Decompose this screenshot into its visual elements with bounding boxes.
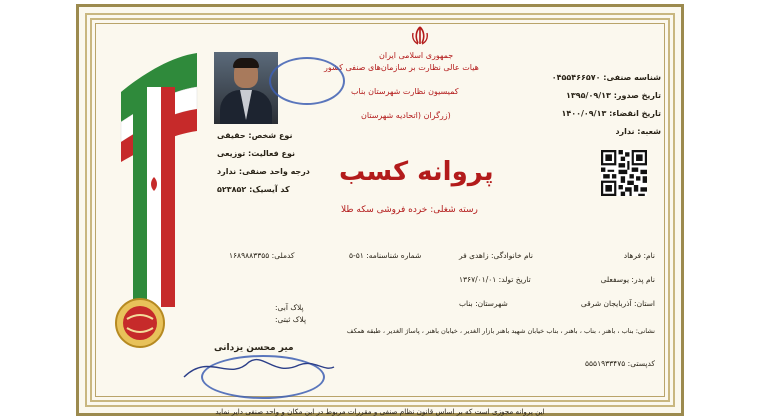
union-stamp-top bbox=[269, 57, 345, 105]
field-address: نشانی: بناب ، باهنر ، بناب ، باهنر ، بناب خیابان شهید باهنر بازار الغدیر ، خیابان باهنر ، پاساژ الغدیر ، طبقه همکف bbox=[346, 327, 655, 335]
guild-id: شناسه صنفی: ۰۴۵۵۴۶۶۵۷۰ bbox=[551, 73, 661, 82]
field-city: شهرستان: بناب bbox=[459, 299, 508, 308]
field-name: نام: فرهاد bbox=[623, 251, 655, 260]
certificate bbox=[76, 4, 684, 416]
degree: درجه واحد صنفی: ندارد bbox=[217, 167, 310, 176]
field-plaque-1: پلاک آبی: bbox=[275, 303, 304, 312]
iran-emblem-icon bbox=[409, 25, 431, 47]
page-title: پروانه کسب bbox=[339, 157, 494, 187]
field-postal: کدپستی: ۵۵۵۱۹۳۳۴۷۵ bbox=[584, 359, 655, 368]
footer-note: این پروانه مجوزی است که بر اساس قانون نظام صنفی و مقررات مربوط در این مکان و واحد صنفی دایر نماید bbox=[215, 407, 545, 416]
header-line-3: کمیسیون نظارت شهرستان بناب bbox=[351, 87, 459, 96]
field-national-code: کدملی: ۱۶۸۹۸۸۳۳۵۵ bbox=[229, 251, 295, 260]
business-category: رسته شغلی: خرده فروشی سکه طلا bbox=[341, 205, 478, 215]
ministry-seal bbox=[114, 297, 166, 349]
header-line-1: جمهوری اسلامی ایران bbox=[379, 51, 454, 60]
field-father: نام پدر: یوسفعلی bbox=[600, 275, 655, 284]
field-province: استان: آذربایجان شرقی bbox=[580, 299, 655, 308]
field-plaque-2: پلاک ثبتی: bbox=[275, 315, 307, 324]
issue-date: تاریخ صدور: ۱۳۹۵/۰۹/۱۳ bbox=[566, 91, 661, 100]
holder-photo bbox=[214, 52, 278, 124]
field-family: نام خانوادگی: زاهدی فر bbox=[459, 251, 534, 260]
field-birth: تاریخ تولد: ۱۳۶۷/۰۱/۰۱ bbox=[459, 275, 531, 284]
header-line-4: (زرگران (اتحادیه شهرستان bbox=[361, 111, 451, 120]
branch: شعبه: ندارد bbox=[615, 127, 661, 136]
iran-flag-ribbon bbox=[119, 47, 199, 317]
activity-type: نوع فعالیت: توزیعی bbox=[217, 149, 295, 158]
expiry-date: تاریخ انقضاء: ۱۴۰۰/۰۹/۱۳ bbox=[561, 109, 661, 118]
signatory-name: میر محسن یزدانی bbox=[214, 343, 294, 353]
header-line-2: هیات عالی نظارت بر سازمان‌های صنفی کشور bbox=[324, 63, 479, 72]
qr-code bbox=[601, 150, 647, 196]
field-id-no: شماره شناسنامه: ۵۱-۵ bbox=[349, 251, 422, 260]
isic-code: کد آیسیک: ۵۲۳۸۵۲ bbox=[217, 185, 290, 194]
person-type: نوع شخص: حقیقی bbox=[217, 131, 293, 140]
signature-scribble bbox=[179, 347, 339, 387]
